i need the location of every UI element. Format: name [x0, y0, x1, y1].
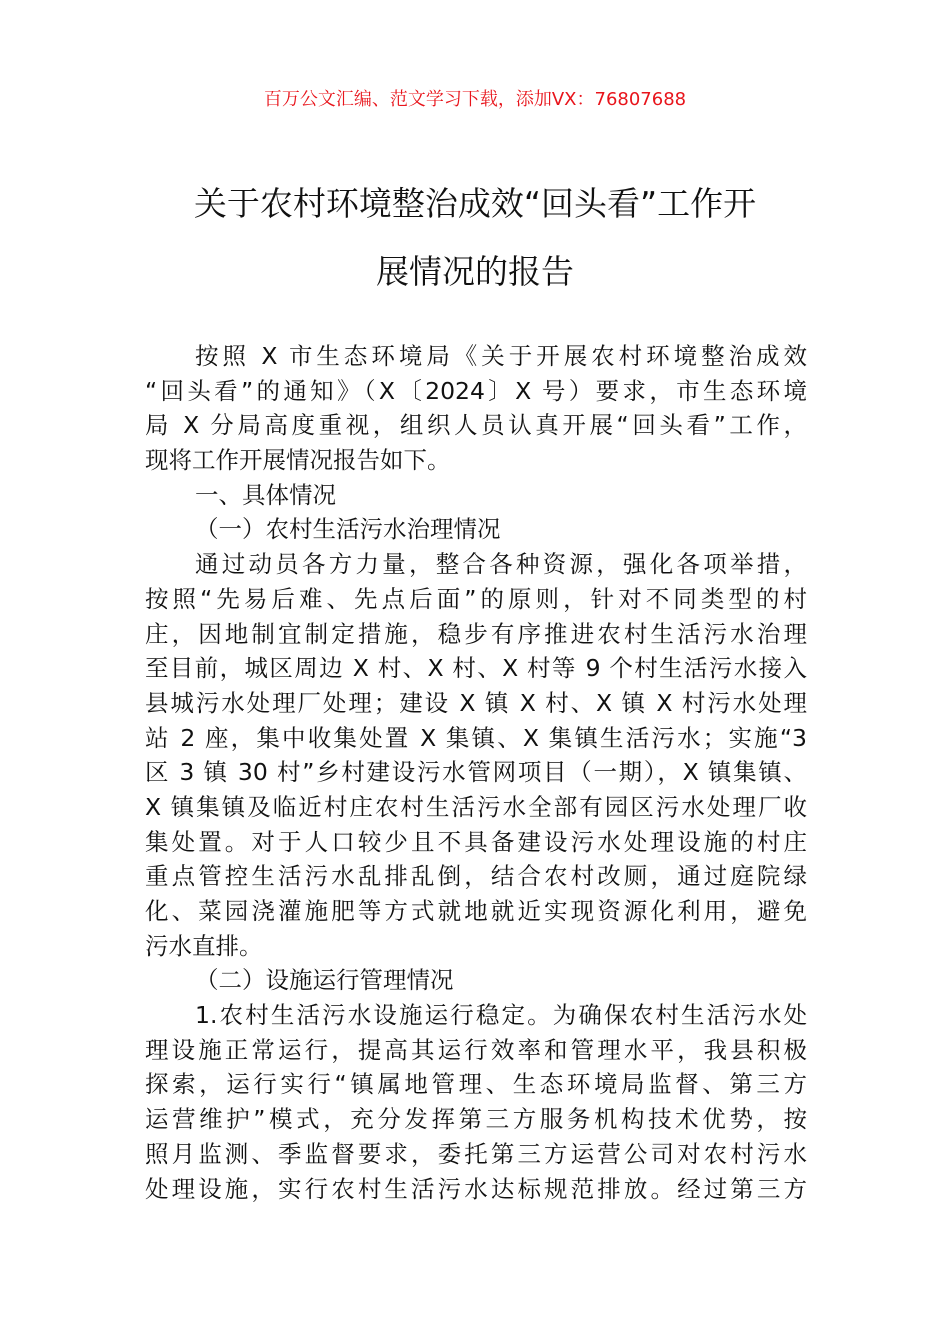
body-text-line: 化、菜园浇灌施肥等方式就地就近实现资源化利用，避免	[145, 897, 807, 925]
document-body	[145, 339, 807, 1206]
body-text-line: （一）农村生活污水治理情况	[195, 515, 501, 544]
body-text-line: 至目前，城区周边 X 村、X 村、X 村等 9 个村生活污水接入	[145, 654, 807, 683]
body-text-line: 理设施正常运行，提高其运行效率和管理水平，我县积极	[145, 1035, 807, 1064]
document-title-line-2: 展情况的报告	[376, 252, 574, 291]
body-text-line: 区 3 镇 30 村”乡村建设污水管网项目（一期），X 镇集镇、	[145, 758, 807, 787]
body-text-line: 庄，因地制宜制定措施，稳步有序推进农村生活污水治理	[145, 619, 807, 648]
body-text-line: （二）设施运行管理情况	[195, 966, 454, 995]
body-text-line: 集处置。对于人口较少且不具备建设污水处理设施的村庄	[145, 827, 807, 856]
watermark-header: 百万公文汇编、范文学习下载，添加VX：76807688	[263, 89, 687, 110]
body-text-line: 运营维护”模式，充分发挥第三方服务机构技术优势，按	[145, 1105, 807, 1134]
body-text-line: “回头看”的通知》（X〔2024〕X 号）要求，市生态环境	[145, 376, 807, 405]
body-text-line: X 镇集镇及临近村庄农村生活污水全部有园区污水处理厂收	[145, 792, 807, 821]
body-text-line: 局 X 分局高度重视，组织人员认真开展“回头看”工作，	[145, 411, 807, 440]
body-text-line: 县城污水处理厂处理；建设 X 镇 X 村、X 镇 X 村污水处理	[145, 688, 807, 717]
body-text-line: 一、具体情况	[195, 480, 336, 509]
body-text-line: 处理设施，实行农村生活污水达标规范排放。经过第三方	[145, 1174, 807, 1203]
body-text-line: 按照 X 市生态环境局《关于开展农村环境整治成效	[195, 342, 807, 370]
body-text-line: 探索，运行实行“镇属地管理、生态环境局监督、第三方	[145, 1070, 807, 1099]
body-text-line: 重点管控生活污水乱排乱倒，结合农村改厕，通过庭院绿	[145, 862, 807, 891]
body-text-line: 站 2 座，集中收集处置 X 集镇、X 集镇生活污水；实施“3	[145, 723, 807, 752]
body-text-line: 污水直排。	[145, 931, 263, 960]
body-text-line: 照月监测、季监督要求，委托第三方运营公司对农村污水	[145, 1139, 807, 1168]
body-text-line: 现将工作开展情况报告如下。	[145, 446, 451, 475]
body-text-line: 1.农村生活污水设施运行稳定。为确保农村生活污水处	[195, 1001, 807, 1030]
document-title-line-1: 关于农村环境整治成效“回头看”工作开	[193, 184, 757, 223]
body-text-line: 按照“先易后难、先点后面”的原则，针对不同类型的村	[145, 584, 807, 613]
body-text-line: 通过动员各方力量，整合各种资源，强化各项举措，	[195, 550, 807, 579]
